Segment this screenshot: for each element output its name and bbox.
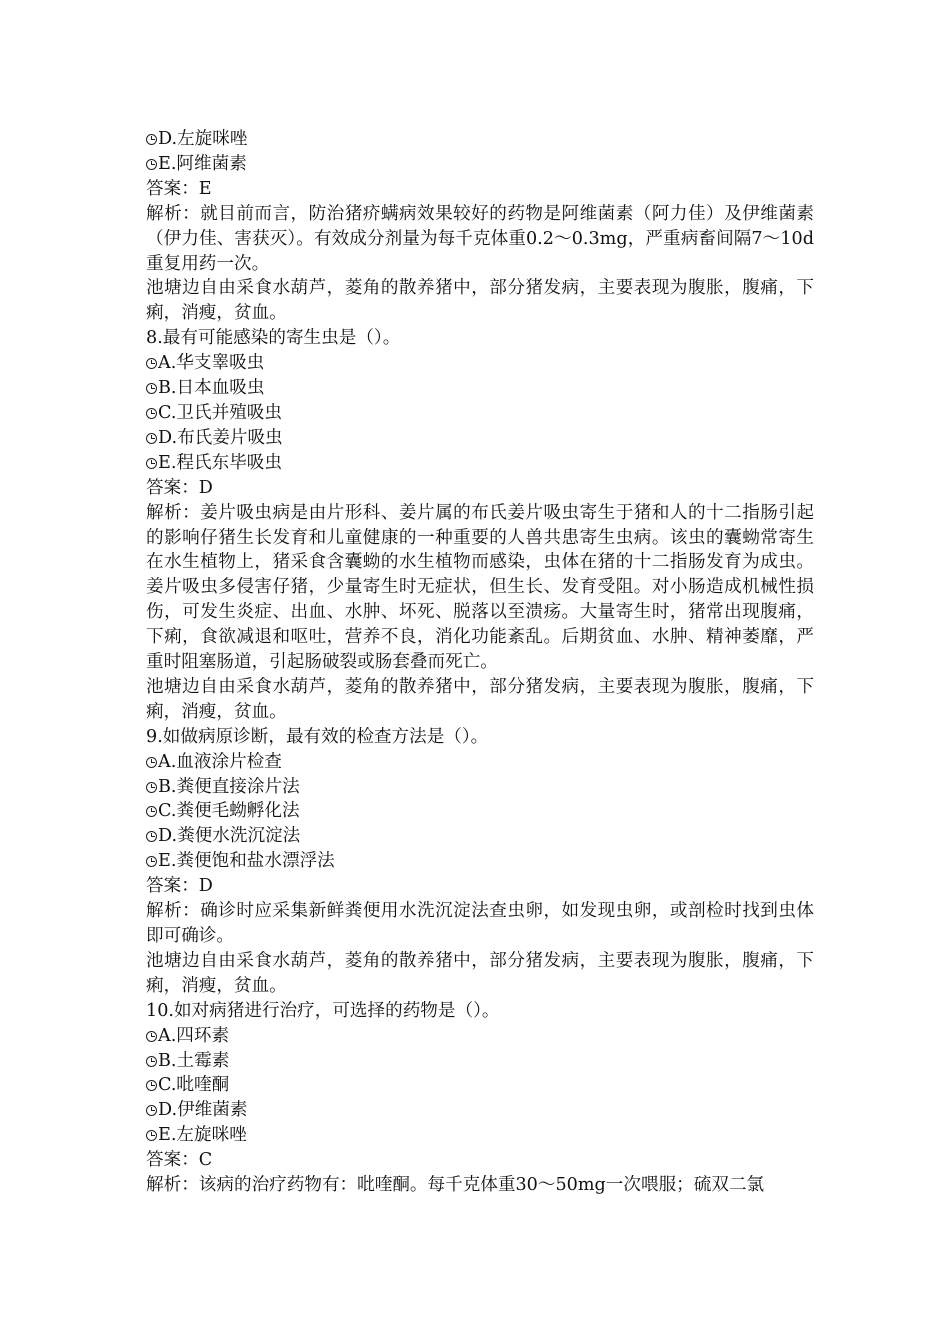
text-content: 答案：C <box>146 1150 213 1171</box>
answer-line <box>146 476 814 501</box>
answer-option <box>146 775 814 800</box>
answer-option <box>146 152 814 177</box>
answer-option <box>146 1098 814 1123</box>
text-content: A.血液涂片检查 <box>158 751 282 772</box>
clock-icon <box>146 1080 157 1091</box>
clock-icon <box>146 1031 157 1042</box>
clock-icon <box>146 358 157 369</box>
explanation-paragraph <box>146 675 814 725</box>
explanation-paragraph <box>146 202 814 277</box>
clock-icon <box>146 806 157 817</box>
text-content: 答案：D <box>146 477 213 498</box>
answer-option <box>146 401 814 426</box>
answer-option <box>146 750 814 775</box>
clock-icon <box>146 134 157 145</box>
question-text <box>146 326 814 351</box>
answer-line <box>146 1148 814 1173</box>
text-content: C.卫氏并殖吸虫 <box>158 402 282 423</box>
text-content: D.粪便水洗沉淀法 <box>158 826 301 847</box>
clock-icon <box>146 856 157 867</box>
text-content: 解析：该病的治疗药物有：吡喹酮。每千克体重30～50mg一次喂服；硫双二氯 <box>146 1175 765 1196</box>
text-content: D.伊维菌素 <box>158 1100 248 1121</box>
answer-option <box>146 1049 814 1074</box>
text-content: A.四环素 <box>158 1025 230 1046</box>
explanation-paragraph <box>146 276 814 326</box>
text-content: 10.如对病猪进行治疗，可选择的药物是（）。 <box>146 1000 500 1021</box>
answer-option <box>146 849 814 874</box>
clock-icon <box>146 1130 157 1141</box>
text-content: D.布氏姜片吸虫 <box>158 427 283 448</box>
clock-icon <box>146 782 157 793</box>
text-content: 解析：就目前而言，防治猪疥螨病效果较好的药物是阿维菌素（阿力佳）及伊维菌素（伊力佳、害获灭）。有效成分剂量为每千克体重0.2～0.3mg，严重病畜间隔7～10d重复用药一次。 <box>146 203 814 274</box>
text-content: D.左旋咪唑 <box>158 129 248 149</box>
answer-option <box>146 1123 814 1148</box>
text-content: 答案：D <box>146 876 213 897</box>
explanation-paragraph <box>146 1173 814 1198</box>
answer-option <box>146 799 814 824</box>
clock-icon <box>146 433 157 444</box>
text-content: A.华支睾吸虫 <box>158 353 265 374</box>
answer-option <box>146 127 814 152</box>
answer-option <box>146 426 814 451</box>
text-content: E.程氏东毕吸虫 <box>158 452 282 473</box>
answer-option <box>146 351 814 376</box>
answer-option <box>146 376 814 401</box>
document-page <box>146 127 814 1198</box>
text-content: B.日本血吸虫 <box>158 378 265 399</box>
answer-option <box>146 1024 814 1049</box>
answer-option <box>146 1073 814 1098</box>
text-content: E.阿维菌素 <box>158 153 247 174</box>
text-content: C.粪便毛蚴孵化法 <box>158 801 300 822</box>
clock-icon <box>146 408 157 419</box>
answer-option <box>146 451 814 476</box>
text-content: 解析：确诊时应采集新鲜粪便用水洗沉淀法查虫卵，如发现虫卵，或剖检时找到虫体即可确诊。 <box>146 901 814 946</box>
text-content: 答案：E <box>146 178 212 199</box>
text-content: 9.如做病原诊断，最有效的检查方法是（）。 <box>146 726 489 747</box>
clock-icon <box>146 831 157 842</box>
explanation-paragraph <box>146 899 814 949</box>
clock-icon <box>146 458 157 469</box>
question-text <box>146 999 814 1024</box>
text-content: C.吡喹酮 <box>158 1075 230 1096</box>
question-text <box>146 725 814 750</box>
clock-icon <box>146 383 157 394</box>
clock-icon <box>146 1105 157 1116</box>
clock-icon <box>146 159 157 170</box>
text-content: E.左旋咪唑 <box>158 1125 247 1146</box>
clock-icon <box>146 757 157 768</box>
answer-line <box>146 177 814 202</box>
text-content: B.粪便直接涂片法 <box>158 776 300 797</box>
text-content: 解析：姜片吸虫病是由片形科、姜片属的布氏姜片吸虫寄生于猪和人的十二指肠引起的影响仔猪生长发育和儿童健康的一种重要的人兽共患寄生虫病。该虫的囊蚴常寄生在水生植物上，猪采食含囊蚴的水生植物而感染，虫体在猪的十二指肠发育为成虫。姜片吸虫多侵害仔猪，少量寄生时无症状，但生长、发育受阻。对小肠造成机械性损伤，可发生炎症、出血、水肿、坏死、脱落以至溃疡。大量寄生时，猪常出现腹痛，下痢，食欲减退和呕吐，营养不良，消化功能紊乱。后期贫血、水肿、精神萎靡，严重时阻塞肠道，引起肠破裂或肠套叠而死亡。 <box>146 502 814 673</box>
text-content: 池塘边自由采食水葫芦，菱角的散养猪中，部分猪发病，主要表现为腹胀，腹痛，下痢，消瘦，贫血。 <box>146 950 814 996</box>
text-content: E.粪便饱和盐水漂浮法 <box>158 851 335 872</box>
text-content: 8.最有可能感染的寄生虫是（）。 <box>146 328 401 349</box>
text-content: 池塘边自由采食水葫芦，菱角的散养猪中，部分猪发病，主要表现为腹胀，腹痛，下痢，消瘦，贫血。 <box>146 676 814 722</box>
answer-line <box>146 874 814 899</box>
text-content: B.土霉素 <box>158 1050 230 1071</box>
text-content: 池塘边自由采食水葫芦，菱角的散养猪中，部分猪发病，主要表现为腹胀，腹痛，下痢，消瘦，贫血。 <box>146 278 814 324</box>
clock-icon <box>146 1056 157 1067</box>
explanation-paragraph <box>146 501 814 675</box>
explanation-paragraph <box>146 949 814 999</box>
answer-option <box>146 824 814 849</box>
